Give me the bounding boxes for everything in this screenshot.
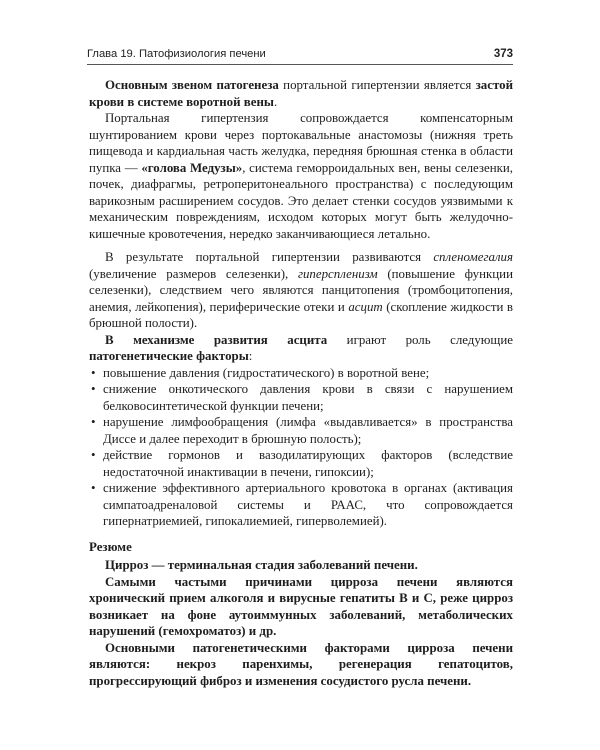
bold-term: «голова Медузы» <box>141 160 243 175</box>
resume-paragraph: Самыми частыми причинами цирроза печени являются хронический прием алкоголя и вирусные гепатиты В и С, реже цирроз возникает на фоне аутоиммунных заболеваний, метаболических нарушений (гемохроматоз) и др. <box>89 574 513 638</box>
running-header <box>87 48 513 60</box>
list-item <box>89 365 513 382</box>
bold-term: В механизме развития асцита <box>105 332 328 347</box>
resume-paragraph: Цирроз — терминальная стадия заболеваний печени. <box>105 558 418 572</box>
page-body <box>89 77 513 689</box>
bold-term: застой крови в системе воротной вены <box>89 78 513 109</box>
bullet-icon: • <box>91 415 96 429</box>
list-item <box>89 480 513 530</box>
page-number: 373 <box>493 48 513 60</box>
list-item-text: повышение давления (гидростатического) в воротной вене; <box>103 365 430 380</box>
italic-term: спленомегалия <box>433 250 513 264</box>
resume-section <box>89 557 513 689</box>
list-item-text: нарушение лимфообращения (лимфа «выдавливается» в пространства Диссе и далее переходит в брюшную полость); <box>103 415 513 446</box>
list-item-text: снижение онкотического давления крови в связи с нарушением белковосинтетической функции печени; <box>103 382 513 413</box>
text-run: портальной гипертензии является <box>278 78 476 92</box>
list-item-text: снижение эффективного артериального кровотока в органах (активация симпатоадреналовой системы и РААС, что сопровождается гипернатриемией, гипокалиемией, гиперволемией). <box>103 481 513 528</box>
chapter-title: Глава 19. Патофизиология печени <box>87 48 266 60</box>
list-item <box>89 381 513 414</box>
resume-paragraph: Основными патогенетическими факторами цирроза печени являются: некроз паренхимы, регенерация гепатоцитов, прогрессирующий фиброз и изменения сосудистого русла печени. <box>89 640 513 688</box>
bullet-icon: • <box>91 448 96 462</box>
bullet-icon: • <box>91 365 96 380</box>
header-rule <box>87 64 513 65</box>
bold-term: патогенетические факторы <box>89 349 249 363</box>
text-run: Портальная гипертензия сопровождается компенсаторным шунтированием крови через портокавальные анастомозы (нижняя треть пищевода и кардиальная часть желудка, передняя брюшная стенка в области пупка — <box>89 111 513 175</box>
paragraph-splenomegaly <box>89 249 513 332</box>
bold-term: Основным звеном патогенеза <box>105 78 279 92</box>
factors-list <box>89 365 513 530</box>
text-run: : <box>248 349 253 363</box>
paragraph-ascites-mechanism <box>89 332 513 365</box>
text-run: , система геморроидальных вен, вены селезенки, почек, диафрагмы, ретроперитонеального пространства) с последующим варикозным расширением сосудов. Это делает стенки сосудов уязвимыми к механическим повреждениям, исходом которых могут быть желудочно-кишечные кровотечения, нередко заканчивающиеся летально. <box>89 160 513 241</box>
text-run: (скопление жидкости в брюшной полости). <box>89 299 513 330</box>
italic-term: гиперспленизм <box>297 266 378 281</box>
resume-heading: Резюме <box>89 539 132 554</box>
list-item-text: действие гормонов и вазодилатирующих факторов (вследствие недостаточной инактивации в печени, гипоксии); <box>103 448 513 479</box>
text-run: . <box>273 94 278 109</box>
text-run: В результате портальной гипертензии развиваются <box>105 250 434 264</box>
paragraph-shunting <box>89 110 513 242</box>
list-item <box>89 414 513 447</box>
text-run: (повышение функции селезенки), следствием чего являются панцитопения (тромбоцитопения, анемия, лейкопения), периферические отеки и <box>89 266 513 314</box>
paragraph-portal-pathogenesis <box>89 77 513 110</box>
text-run: (увеличение размеров селезенки), <box>89 266 298 281</box>
list-item <box>89 447 513 480</box>
text-run: играют роль следующие <box>327 332 513 347</box>
bullet-icon: • <box>91 382 96 396</box>
bullet-icon: • <box>91 481 96 495</box>
italic-term: асцит <box>348 299 383 314</box>
